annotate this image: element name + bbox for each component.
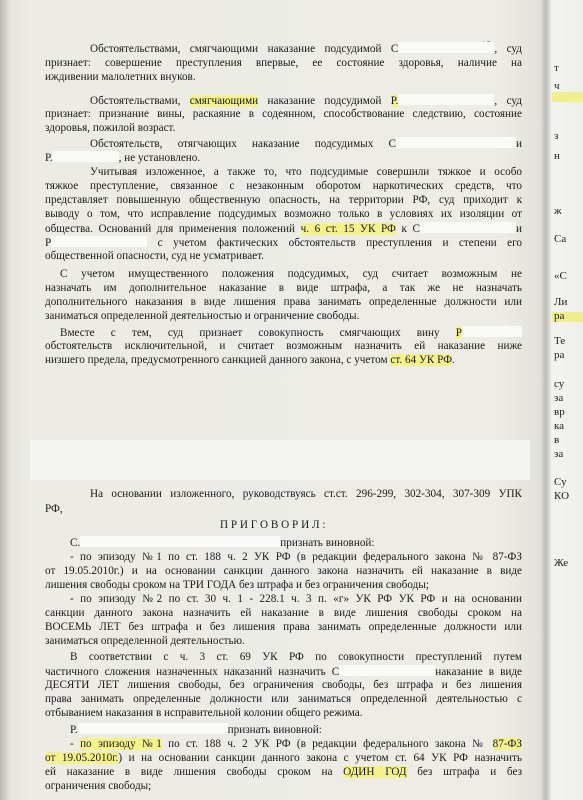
highlighted-text: Р. bbox=[390, 95, 399, 107]
text-segment: к С bbox=[395, 223, 421, 235]
text-line bbox=[70, 551, 522, 564]
text-segment: , не установлено. bbox=[118, 152, 201, 164]
adjacent-page-text: ка bbox=[554, 420, 565, 432]
highlighted-text: ч. 6 ст. 15 УК РФ bbox=[300, 223, 396, 235]
highlighted-text: ст. 64 УК РФ bbox=[390, 354, 453, 366]
highlighted-text: смягчающими bbox=[189, 95, 259, 107]
text-line bbox=[45, 635, 522, 648]
text-line bbox=[45, 621, 522, 634]
adjacent-page-text: Су bbox=[554, 476, 567, 488]
text-segment: ограничения свободы; bbox=[45, 780, 152, 792]
text-segment: по ст. 188 ч. 2 УК РФ (в редакции федерального закона № bbox=[161, 738, 493, 750]
text-line bbox=[45, 194, 522, 207]
text-segment: общественной опасности, суд не усматривает. bbox=[45, 250, 265, 262]
highlighted-text: 87-ФЗ bbox=[492, 738, 522, 750]
redacted-name bbox=[462, 326, 522, 337]
adjacent-page-text: ж bbox=[554, 205, 562, 217]
adjacent-page-text: за bbox=[554, 392, 564, 404]
text-segment: наказание подсудимой bbox=[258, 95, 391, 107]
text-segment: санкции данного закона назначить ей наказание в виде лишения свободы сроком на bbox=[45, 607, 522, 619]
text-segment: признать виновной: bbox=[227, 724, 322, 736]
text-segment: ) и на основании санкции данного закона с учетом ст. 64 УК РФ назначить bbox=[118, 752, 522, 764]
text-segment: Обстоятельствами, смягчающими наказание подсудимой С bbox=[90, 43, 399, 55]
adjacent-page-edge bbox=[548, 0, 583, 800]
text-segment: частичного сложения назначенных наказаний назначить С bbox=[45, 666, 340, 678]
text-line bbox=[45, 340, 522, 353]
adjacent-page-text: Ли bbox=[554, 296, 568, 308]
adjacent-page-text: су bbox=[554, 378, 565, 390]
text-segment: обстоятельств исключительной, и считает возможным назначить ей наказание ниже bbox=[45, 340, 522, 352]
text-segment: ДЕСЯТИ ЛЕТ лишения свободы, без ограничения свободы, без штрафа и без лишения bbox=[45, 679, 522, 691]
redacted-name bbox=[396, 137, 516, 148]
text-segment: Р. bbox=[45, 152, 53, 164]
text-segment: заниматься определенной деятельностью и ограничение свободы. bbox=[45, 310, 360, 322]
text-segment: права занимать определенные должности или заниматься определенной деятельностью с bbox=[45, 693, 522, 705]
text-line bbox=[45, 565, 522, 578]
adjacent-page-text: за bbox=[554, 448, 564, 460]
redacted-name bbox=[420, 222, 516, 233]
text-line bbox=[45, 752, 522, 765]
text-segment: - по эпизоду №1 по ст. 188 ч. 2 УК РФ (в редакции федерального закона № 87-ФЗ bbox=[70, 551, 522, 563]
text-segment: иждивении малолетних внуков. bbox=[45, 71, 196, 83]
text-line bbox=[45, 354, 522, 367]
text-segment: П Р И Г О В О Р И Л : bbox=[220, 519, 326, 531]
text-line bbox=[45, 503, 522, 516]
adjacent-page-text: Же bbox=[554, 557, 569, 569]
text-line bbox=[45, 57, 522, 70]
text-segment: ВОСЕМЬ ЛЕТ без штрафа и без лишения права занимать определенные должности или bbox=[45, 621, 522, 633]
text-line bbox=[90, 488, 522, 501]
text-segment: признает: признание вины, раскаяние в содеянном, способствование следствию, состояние bbox=[45, 108, 522, 120]
text-line bbox=[60, 326, 522, 340]
text-segment: назначать им дополнительное наказание в виде штрафа, а так же не назначать bbox=[45, 282, 522, 294]
text-line bbox=[220, 519, 522, 532]
text-segment: , суд bbox=[494, 43, 522, 55]
text-line bbox=[70, 593, 522, 606]
text-segment: признать виновной: bbox=[280, 537, 375, 549]
text-line bbox=[45, 71, 522, 84]
text-segment: Обстоятельств, отягчающих наказание подсудимых С bbox=[90, 138, 396, 150]
highlighted-text: ОДИН ГОД bbox=[343, 766, 407, 778]
text-line bbox=[60, 268, 522, 281]
text-segment: - bbox=[70, 738, 81, 750]
text-line bbox=[45, 665, 522, 679]
text-line bbox=[70, 723, 522, 737]
text-segment: отбыванием наказания в исправительной колонии общего режима. bbox=[45, 707, 363, 719]
text-segment: С. bbox=[70, 537, 81, 549]
highlight-mark bbox=[552, 92, 583, 102]
redacted-name bbox=[339, 665, 435, 676]
text-line bbox=[45, 707, 522, 720]
text-segment: и bbox=[516, 138, 522, 150]
text-segment: общества. Оснований для применения положений bbox=[45, 223, 301, 235]
text-line bbox=[90, 42, 522, 56]
text-line bbox=[70, 651, 522, 664]
blank-area bbox=[30, 440, 530, 480]
text-line bbox=[45, 151, 522, 165]
text-segment: . bbox=[452, 354, 455, 366]
text-segment: ей наказание в виде лишения свободы сроком на bbox=[45, 766, 344, 778]
text-segment: Обстоятельствами, bbox=[90, 95, 190, 107]
highlighted-text: Р bbox=[455, 327, 462, 339]
text-line bbox=[45, 607, 522, 620]
text-line bbox=[45, 236, 522, 250]
text-line bbox=[45, 296, 522, 309]
text-segment: На основании изложенного, руководствуясь ст.ст. 296-299, 302-304, 307-309 УПК bbox=[90, 488, 522, 500]
text-segment: и bbox=[516, 223, 523, 235]
text-line bbox=[45, 122, 522, 135]
text-line bbox=[45, 766, 522, 779]
text-line bbox=[45, 579, 522, 592]
text-line bbox=[70, 738, 522, 751]
text-segment: представляет повышенную общественную опасность, на территории РФ, суд приходит к bbox=[45, 194, 522, 206]
text-line bbox=[45, 180, 522, 193]
text-segment: наказание в виде bbox=[435, 666, 523, 678]
text-segment: без штрафа и без bbox=[406, 766, 522, 778]
adjacent-page-text: КО bbox=[554, 490, 570, 502]
text-segment: Р. bbox=[70, 724, 78, 736]
redacted-name bbox=[51, 236, 147, 247]
text-segment: В соответствии с ч. 3 ст. 69 УК РФ по совокупности преступлений путем bbox=[70, 651, 522, 663]
adjacent-page-text: т bbox=[554, 62, 559, 74]
text-segment: Вместе с тем, суд признает совокупность смягчающих вину bbox=[60, 327, 456, 339]
redacted-name bbox=[80, 536, 280, 547]
text-line bbox=[70, 536, 522, 550]
text-line bbox=[45, 108, 522, 121]
redacted-name bbox=[398, 42, 494, 53]
redacted-name bbox=[78, 723, 228, 734]
text-line bbox=[45, 679, 522, 692]
text-line bbox=[45, 310, 522, 323]
highlighted-text: от 19.05.2010г. bbox=[45, 752, 119, 764]
adjacent-page-text: Те bbox=[554, 335, 566, 347]
text-segment: заниматься определенной деятельностью. bbox=[45, 635, 245, 647]
text-line bbox=[45, 780, 522, 793]
text-line bbox=[90, 137, 522, 151]
text-segment: низшего предела, предусмотренного санкцией данного закона, с учетом bbox=[45, 354, 391, 366]
text-segment: лишения свободы сроком на ТРИ ГОДА без штрафа и без ограничения свободы; bbox=[45, 579, 429, 591]
highlighted-text: по эпизоду №1 bbox=[80, 738, 162, 750]
text-line bbox=[90, 94, 522, 108]
text-segment: с учетом фактических обстоятельств преступления и степени его bbox=[147, 237, 522, 249]
redacted-name bbox=[53, 151, 119, 162]
adjacent-page-text: «С bbox=[554, 270, 567, 282]
adjacent-page-text: н bbox=[554, 150, 560, 162]
text-line bbox=[45, 222, 522, 236]
text-segment: С учетом имущественного положения подсудимых, суд считает возможным не bbox=[60, 268, 522, 280]
adjacent-page-text: з bbox=[554, 130, 559, 142]
adjacent-page-text: ра bbox=[554, 349, 565, 361]
text-segment: Учитывая изложенное, а также то, что подсудимые совершили тяжкое и особо bbox=[90, 166, 522, 178]
adjacent-page-text: в bbox=[554, 434, 560, 446]
text-line bbox=[45, 250, 522, 263]
text-segment: , суд bbox=[494, 95, 522, 107]
text-segment: - по эпизоду №2 по ст. 30 ч. 1 - 228.1 ч. 3 п. «г» УК РФ УК РФ и на основании bbox=[70, 593, 522, 605]
text-segment: от 19.05.2010г.) и на основании санкции данного закона назначить ей наказание в виде bbox=[45, 565, 522, 577]
text-segment: признает: совершение преступления впервые, ее состояние здоровья, наличие на bbox=[45, 57, 522, 69]
text-line bbox=[90, 166, 522, 179]
text-segment: выводу о том, что исправление подсудимых возможно только в условиях их изоляции от bbox=[45, 208, 522, 220]
adjacent-page-text: ра bbox=[554, 310, 565, 322]
text-segment: дополнительного наказания в виде лишения права занимать определенные должности или bbox=[45, 296, 522, 308]
text-line bbox=[45, 282, 522, 295]
text-segment: здоровья, пожилой возраст. bbox=[45, 122, 176, 134]
redacted-name bbox=[398, 94, 494, 105]
text-segment: РФ, bbox=[45, 503, 63, 515]
text-line bbox=[45, 693, 522, 706]
adjacent-page-text: Са bbox=[554, 233, 567, 245]
text-segment: Р bbox=[45, 237, 52, 249]
adjacent-page-text: ч bbox=[554, 80, 560, 92]
text-line bbox=[45, 208, 522, 221]
document-page bbox=[30, 0, 540, 800]
text-segment: тяжкое преступление, связанное с незаконным оборотом наркотических средств, что bbox=[45, 180, 522, 192]
adjacent-page-text: вр bbox=[554, 406, 565, 418]
